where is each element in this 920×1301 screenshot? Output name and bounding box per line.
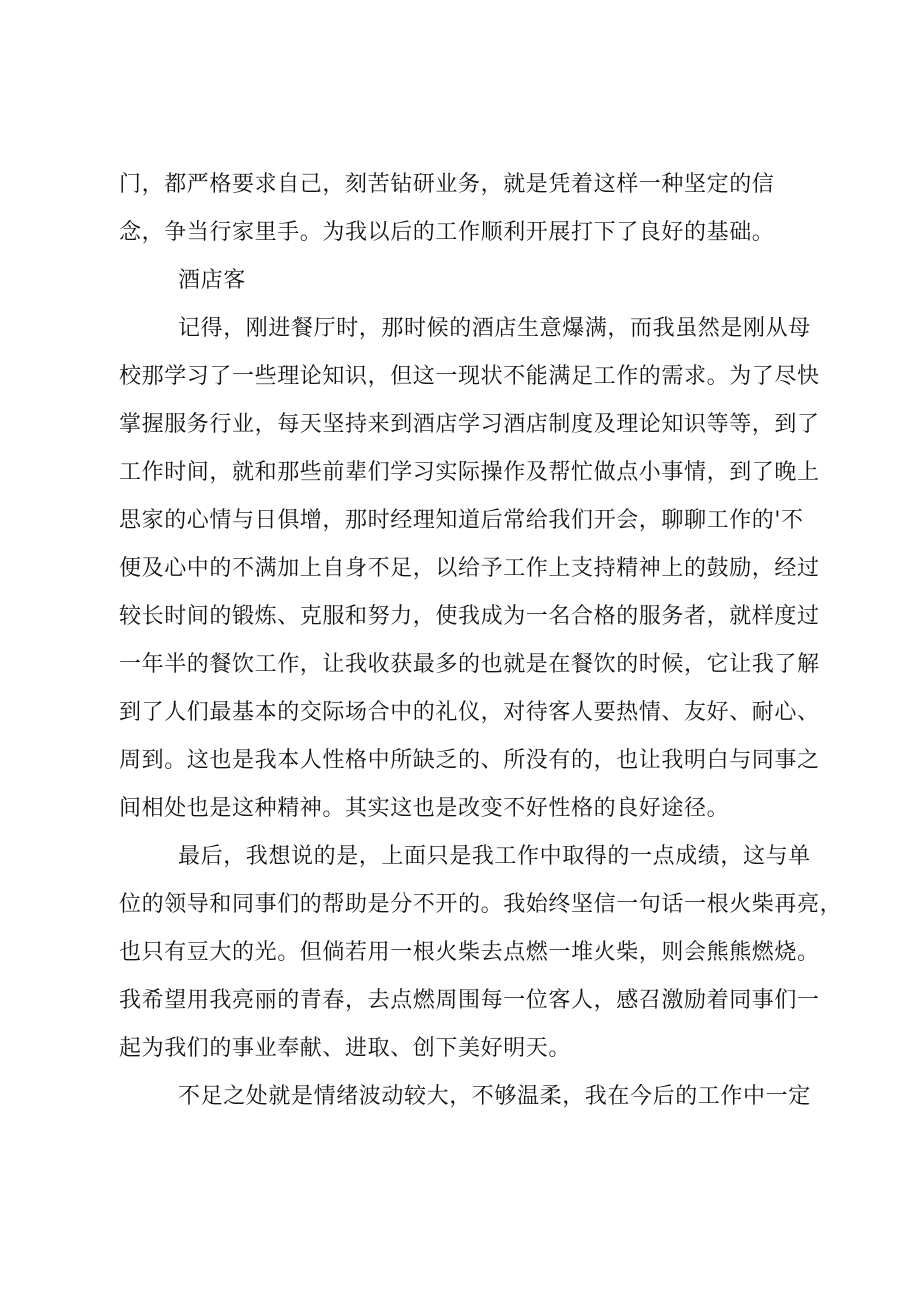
- text-line: 较长时间的锻炼、克服和努力，使我成为一名合格的服务者，就样度过: [119, 604, 820, 629]
- section-heading: 酒店客: [178, 268, 246, 293]
- text-line: 一年半的餐饮工作，让我收获最多的也就是在餐饮的时候，它让我了解: [119, 652, 820, 677]
- text-line: 最后，我想说的是，上面只是我工作中取得的一点成绩，这与单: [178, 844, 811, 869]
- text-line: 起为我们的事业奉献、进取、创下美好明天。: [119, 1036, 572, 1061]
- text-line: 到了人们最基本的交际场合中的礼仪，对待客人要热情、友好、耐心、: [119, 700, 820, 725]
- text-line: 思家的心情与日俱增，那时经理知道后常给我们开会，聊聊工作的'不: [119, 508, 804, 533]
- text-line: 我希望用我亮丽的青春，去点燃周围每一位客人，感召激励着同事们一: [119, 988, 820, 1013]
- text-line: 门，都严格要求自己，刻苦钻研业务，就是凭着这样一种坚定的信: [119, 172, 775, 197]
- text-line: 校那学习了一些理论知识，但这一现状不能满足工作的需求。为了尽快: [119, 364, 820, 389]
- text-line: 念，争当行家里手。为我以后的工作顺利开展打下了良好的基础。: [119, 220, 775, 245]
- text-line: 周到。这也是我本人性格中所缺乏的、所没有的，也让我明白与同事之: [119, 748, 820, 773]
- text-line: 位的领导和同事们的帮助是分不开的。我始终坚信一句话一根火柴再亮，: [119, 892, 843, 917]
- text-line: 工作时间，就和那些前辈们学习实际操作及帮忙做点小事情，到了晚上: [119, 460, 820, 485]
- text-line: 便及心中的不满加上自身不足，以给予工作上支持精神上的鼓励，经过: [119, 556, 820, 581]
- text-line: 不足之处就是情绪波动较大，不够温柔，我在今后的工作中一定: [178, 1084, 811, 1109]
- text-line: 间相处也是这种精神。其实这也是改变不好性格的良好途径。: [119, 796, 730, 821]
- text-line: 也只有豆大的光。但倘若用一根火柴去点燃一堆火柴，则会熊熊燃烧。: [119, 940, 820, 965]
- text-line: 掌握服务行业，每天坚持来到酒店学习酒店制度及理论知识等等，到了: [119, 412, 820, 437]
- text-line: 记得，刚进餐厅时，那时候的酒店生意爆满，而我虽然是刚从母: [178, 316, 811, 341]
